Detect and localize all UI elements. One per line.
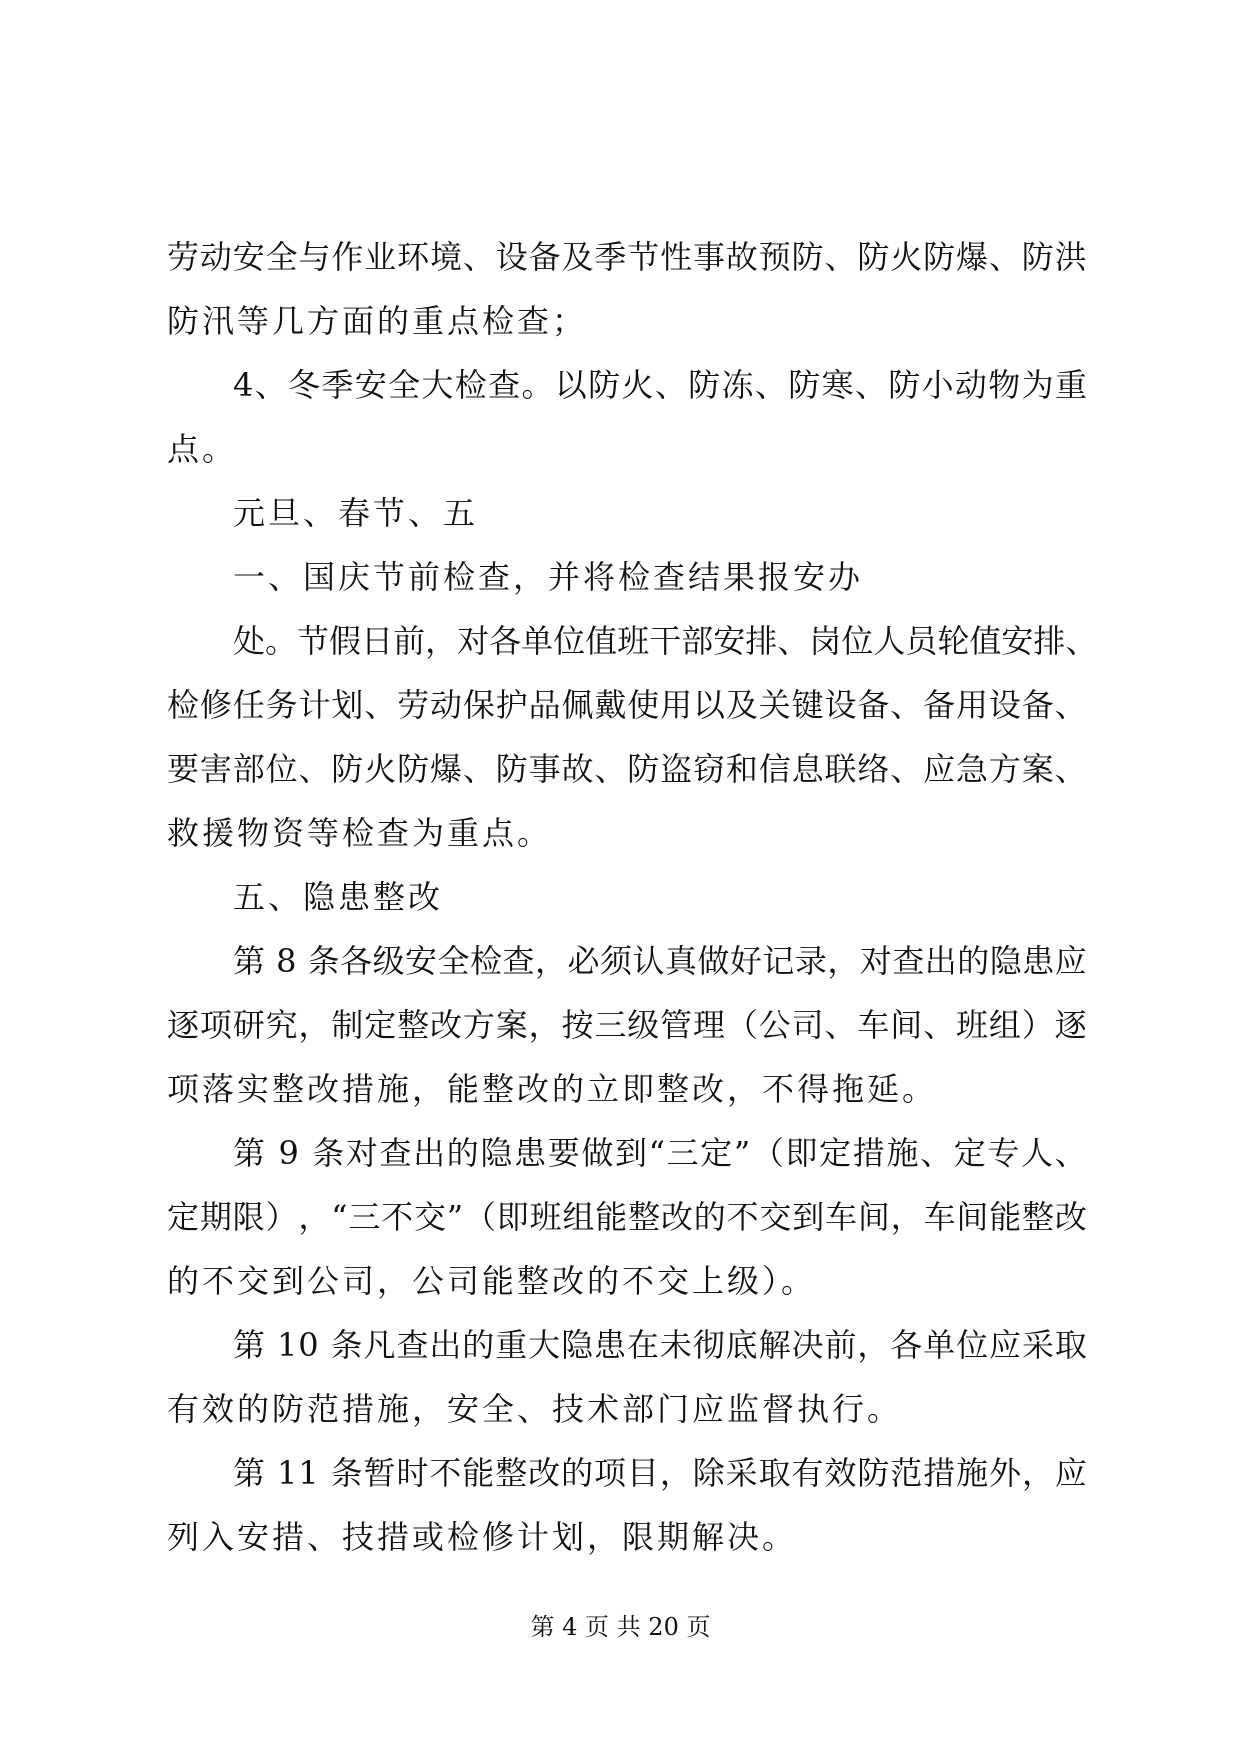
- text-line: 劳 动 安 全 与 作 业 环 境 、 设 备 及 季 节 性 事 故 预 防 、 防 火 防 爆 、 防 洪: [167, 238, 1087, 276]
- text-line: 有效的防范措施，安全、技术部门应监督执行。: [167, 1390, 903, 1428]
- text-line: 第 1 0 条 凡 查 出 的 重 大 隐 患 在 未 彻 底 解 决 前 ， 各 单 位 应 采 取: [233, 1326, 1087, 1364]
- text-line: 检 修 任 务 计 划 、 劳 动 保 护 品 佩 戴 使 用 以 及 关 键 设 备 、 备 用 设 备 、: [167, 686, 1087, 724]
- text-line: 处 。 节 假 日 前 ， 对 各 单 位 值 班 干 部 安 排 、 岗 位 人 员 轮 值 安 排 、: [233, 622, 1098, 660]
- text-line: 第 9 条 对 查 出 的 隐 患 要 做 到 “ 三 定 ” （ 即 定 措 施 、 定 专 人 、: [233, 1134, 1087, 1172]
- text-line: 防汛等几方面的重点检查；: [167, 302, 588, 340]
- text-line: 列入安措、技措或检修计划，限期解决。: [167, 1518, 798, 1556]
- text-line: 点。: [167, 430, 238, 468]
- text-line: 逐 项 研 究 ， 制 定 整 改 方 案 ， 按 三 级 管 理 （ 公 司 、 车 间 、 班 组 ） 逐: [167, 1006, 1087, 1044]
- text-line: 第 1 1 条 暂 时 不 能 整 改 的 项 目 ， 除 采 取 有 效 防 范 措 施 外 ， 应: [233, 1454, 1087, 1492]
- text-line: 一、国庆节前检查，并将检查结果报安办: [233, 558, 864, 596]
- text-line: 项落实整改措施，能整改的立即整改，不得拖延。: [167, 1070, 938, 1108]
- page-number-footer: 第 4 页 共 20 页: [530, 1613, 711, 1641]
- text-line: 的不交到公司，公司能整改的不交上级）。: [167, 1262, 817, 1300]
- text-line: 要 害 部 位 、 防 火 防 爆 、 防 事 故 、 防 盗 窃 和 信 息 联 络 、 应 急 方 案 、: [167, 750, 1087, 788]
- text-line: 4 、 冬 季 安 全 大 检 查 。 以 防 火 、 防 冻 、 防 寒 、 防 小 动 物 为 重: [233, 366, 1087, 404]
- text-line: 第 8 条 各 级 安 全 检 查 ， 必 须 认 真 做 好 记 录 ， 对 查 出 的 隐 患 应: [233, 942, 1087, 980]
- document-body: [167, 225, 1098, 1569]
- text-line: 救援物资等检查为重点。: [167, 814, 553, 852]
- text-line: 五、隐患整改: [233, 878, 444, 916]
- text-line: 定 期 限 ） ， “ 三 不 交 ” （ 即 班 组 能 整 改 的 不 交 到 车 间 ， 车 间 能 整 改: [167, 1198, 1087, 1236]
- text-line: 元旦、春节、五: [233, 494, 479, 532]
